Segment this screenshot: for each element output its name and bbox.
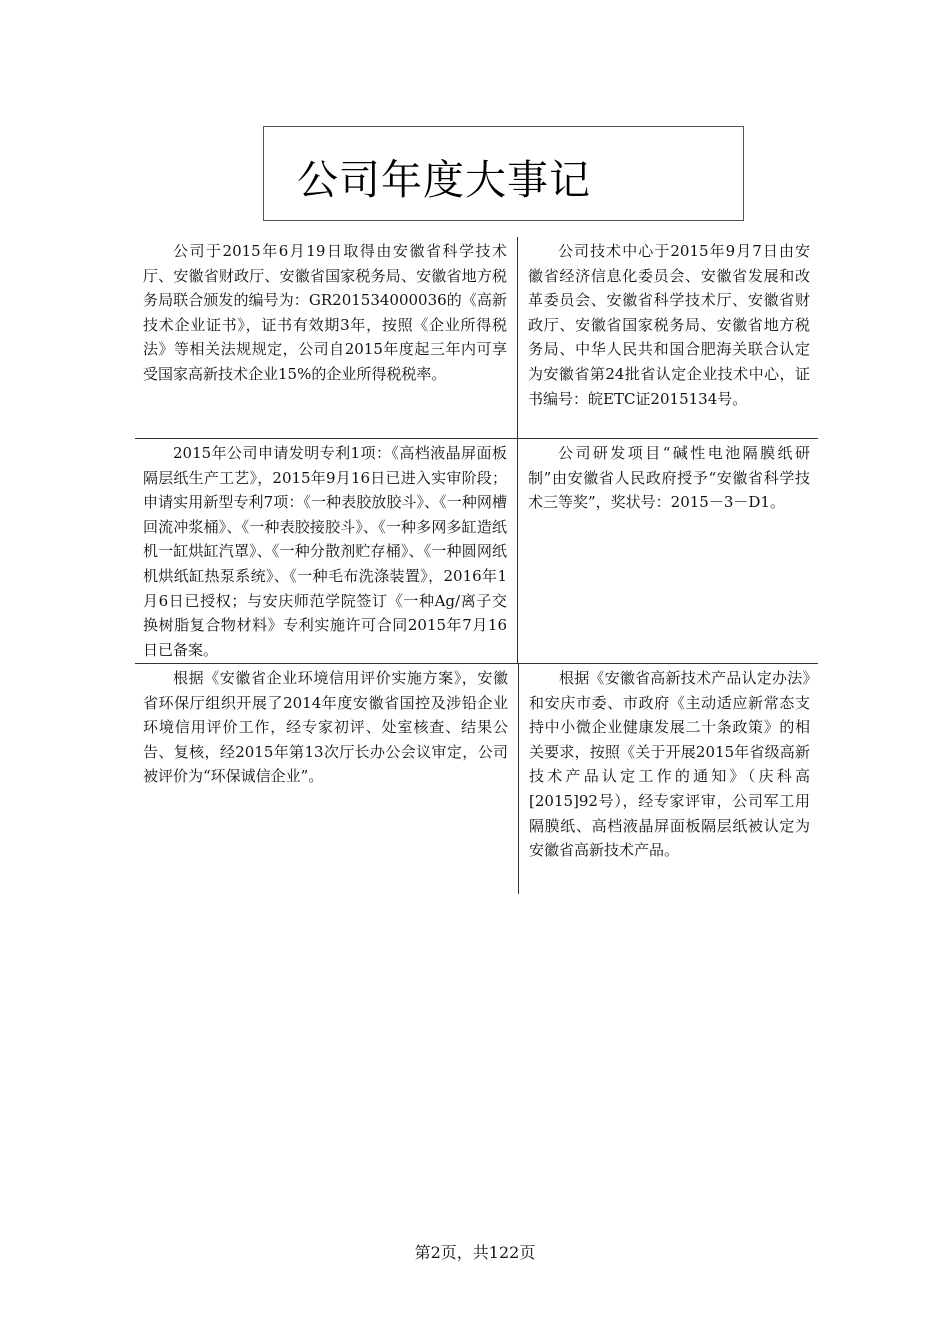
events-grid (135, 237, 818, 894)
event-cell-3-right: 根据《安徽省高新技术产品认定办法》和安庆市委、市政府《主动适应新常态支持中小微企业健康发展二十条政策》的相关要求，按照《关于开展2015年省级高新技术产品认定工作的通知》（庆科高[2015]92号），经专家评审，公司军工用隔膜纸、高档液晶屏面板隔层纸被认定为安徽省高新技术产品。 (518, 664, 818, 894)
page-footer: 第2页，共122页 (414, 1243, 536, 1262)
event-cell-1-right: 公司技术中心于2015年9月7日由安徽省经济信息化委员会、安徽省发展和改革委员会、安徽省科学技术厅、安徽省财政厅、安徽省国家税务局、安徽省地方税务局、中华人民共和国合肥海关联合认定为安徽省第24批省认定企业技术中心，证书编号：皖ETC证2015134号。 (528, 242, 810, 408)
event-cell-1-left: 公司于2015年6月19日取得由安徽省科学技术厅、安徽省财政厅、安徽省国家税务局、安徽省地方税务局联合颁发的编号为：GR201534000036的《高新技术企业证书》，证书有效期3年，按照《企业所得税法》等相关法规规定，公司自2015年度起三年内可享受国家高新技术企业15%的企业所得税税率。 (135, 237, 518, 438)
event-cell-3-left: 根据《安徽省企业环境信用评价实施方案》，安徽省环保厅组织开展了2014年度安徽省国控及涉铅企业环境信用评价工作，经专家初评、处室核查、结果公告、复核，经2015年第13次厅长办公会议审定，公司被评价为“环保诚信企业”。 (143, 669, 508, 786)
event-cell-2-right: 公司研发项目“碱性电池隔膜纸研制”由安徽省人民政府授予“安徽省科学技术三等奖”，奖状号：2015－3－D1。 (528, 444, 810, 512)
page-title: 公司年度大事记 (297, 156, 591, 204)
title-box (263, 126, 744, 221)
event-cell-2-left: 2015年公司申请发明专利1项：《高档液晶屏面板隔层纸生产工艺》，2015年9月16日已进入实审阶段；申请实用新型专利7项：《一种表胶放胶斗》、《一种网槽回流冲浆桶》、《一种表胶接胶斗》、《一种多网多缸造纸机一缸烘缸汽罩》、《一种分散剂贮存桶》、《一种圆网纸机烘纸缸热泵系统》、《一种毛布洗涤装置》，2016年1月6日已授权；与安庆师范学院签订《一种Ag/离子交换树脂复合物材料》专利实施许可合同2015年7月16日已备案。 (135, 439, 518, 663)
events-row-2 (135, 439, 818, 664)
events-row-3 (135, 664, 818, 894)
events-row-1 (135, 237, 818, 439)
